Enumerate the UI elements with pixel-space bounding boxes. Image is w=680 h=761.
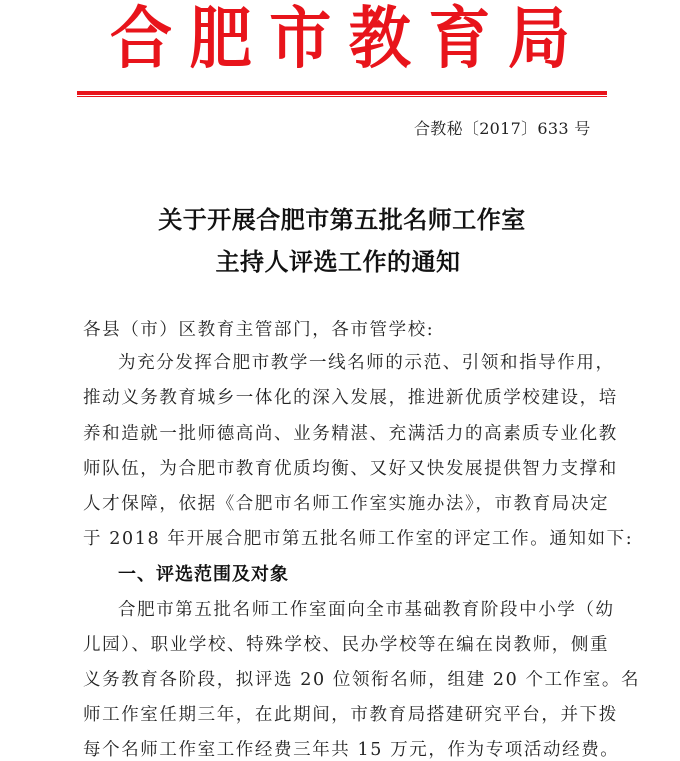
letterhead-issuer-name [110, 0, 570, 78]
salutation: 各县（市）区教育主管部门，各市管学校: [83, 320, 435, 340]
letterhead-char: 教 [348, 0, 411, 78]
paragraph-1-line: 推动义务教育城乡一体化的深入发展，推进新优质学校建设，培 [83, 388, 618, 408]
paragraph-2-line: 儿园）、职业学校、特殊学校、民办学校等在编在岗教师，侧重 [83, 635, 610, 655]
document-title-line-2: 主持人评选工作的通知 [215, 247, 461, 276]
paragraph-1-line: 于 2018 年开展合肥市第五批名师工作室的评定工作。通知如下: [83, 529, 634, 549]
letterhead-char: 合 [110, 0, 173, 78]
letterhead-char: 市 [269, 0, 332, 78]
letterhead-char: 局 [507, 0, 570, 78]
paragraph-1-line: 养和造就一批师德高尚、业务精湛、充满活力的高素质专业化教 [83, 424, 618, 444]
paragraph-2-line: 师工作室任期三年，在此期间，市教育局搭建研究平台，并下拨 [83, 705, 618, 725]
red-header-divider [77, 91, 607, 97]
document-title-line-1: 关于开展合肥市第五批名师工作室 [158, 205, 526, 234]
paragraph-1-line: 师队伍，为合肥市教育优质均衡、又好又快发展提供智力支撑和 [83, 459, 618, 479]
paragraph-1-line: 为充分发挥合肥市教学一线名师的示范、引领和指导作用， [118, 353, 615, 373]
section-heading-1: 一、评选范围及对象 [118, 564, 289, 585]
document-number: 合教秘〔2017〕633 号 [414, 119, 591, 138]
paragraph-1-line: 人才保障，依据《合肥市名师工作室实施办法》，市教育局决定 [83, 494, 610, 514]
letterhead-char: 肥 [189, 0, 252, 78]
paragraph-2-line: 每个名师工作室工作经费三年共 15 万元，作为专项活动经费。 [83, 740, 620, 760]
paragraph-2-line: 义务教育各阶段，拟评选 20 位领衔名师，组建 20 个工作室。名 [83, 670, 641, 690]
letterhead-char: 育 [428, 0, 491, 78]
divider-thin-line [77, 96, 607, 97]
paragraph-2-line: 合肥市第五批名师工作室面向全市基础教育阶段中小学（幼 [118, 600, 615, 620]
